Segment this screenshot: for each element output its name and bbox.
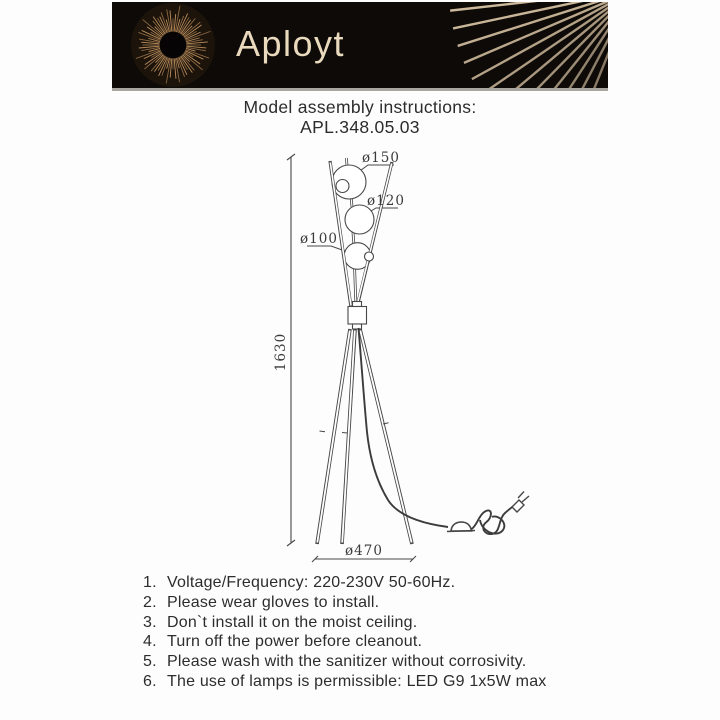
label-globe-middle-diameter: ø120 xyxy=(367,193,405,209)
item-number: 1. xyxy=(143,574,157,591)
list-item xyxy=(143,632,663,652)
list-item xyxy=(143,593,663,613)
list-item xyxy=(143,613,663,633)
tripod-legs xyxy=(317,329,412,544)
item-number: 6. xyxy=(143,672,157,690)
power-cable xyxy=(359,328,449,527)
cord-coil xyxy=(472,504,518,535)
item-text: Don`t install it on the moist ceiling. xyxy=(167,613,418,631)
item-text: Voltage/Frequency: 220-230V 50-60Hz. xyxy=(167,574,456,591)
list-item xyxy=(143,672,663,692)
item-text: Please wash with the sanitizer without corrosivity. xyxy=(167,653,527,671)
list-item xyxy=(143,652,663,672)
list-item xyxy=(143,573,663,593)
item-number: 4. xyxy=(143,633,157,651)
brand-name: Aployt xyxy=(236,23,346,64)
item-text: Please wear gloves to install. xyxy=(167,593,380,611)
item-number: 5. xyxy=(143,653,157,671)
item-text: The use of lamps is permissible: LED G9 1x5W max xyxy=(167,672,547,690)
instruction-list xyxy=(143,573,663,692)
item-number: 2. xyxy=(143,593,157,611)
page-title: Model assembly instructions: xyxy=(243,97,477,117)
foot-switch xyxy=(447,522,475,532)
item-number: 3. xyxy=(143,613,157,631)
label-lamp-height: 1630 xyxy=(273,332,289,372)
globe-middle xyxy=(345,205,374,234)
item-text: Turn off the power before cleanout. xyxy=(167,633,423,651)
label-globe-top-diameter: ø150 xyxy=(362,150,400,166)
power-plug xyxy=(512,492,529,513)
model-code: APL.348.05.03 xyxy=(300,116,420,137)
label-base-diameter: ø470 xyxy=(345,543,383,559)
label-globe-bottom-diameter: ø100 xyxy=(300,231,338,247)
